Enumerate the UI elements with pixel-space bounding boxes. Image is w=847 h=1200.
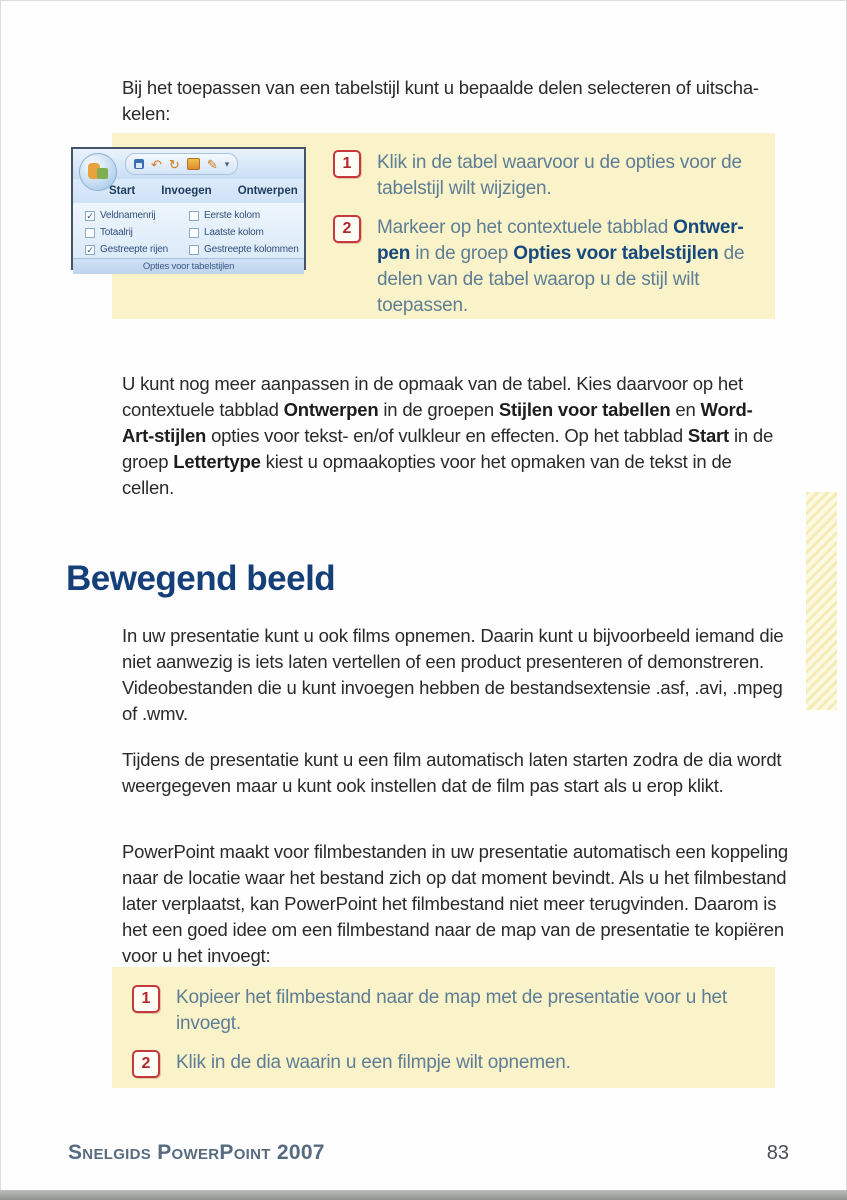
step-item	[333, 150, 753, 202]
page-footer	[68, 1141, 789, 1165]
step-number-badge: 2	[333, 215, 361, 243]
checkbox-icon	[189, 228, 199, 238]
step-number-badge: 1	[333, 150, 361, 178]
undo-icon: ↶	[151, 156, 162, 172]
save-icon	[134, 159, 144, 169]
option-gestreepte-kolommen	[189, 244, 299, 255]
option-laatste-kolom	[189, 227, 299, 238]
option-veldnamenrij	[85, 210, 189, 221]
step-text: Klik in de dia waarin u een filmpje wilt opnemen.	[176, 1052, 571, 1073]
intro-paragraph: Bij het toepassen van een tabelstijl kunt u bepaalde delen selecteren of uitschakelen:	[122, 76, 760, 124]
step-text: Markeer op het contextuele tabblad Ontwerpen in de groep Opties voor tabelstijlen de delen van de tabel waarop u de stijl wilt toepassen.	[377, 217, 745, 316]
checkbox-icon	[85, 245, 95, 255]
option-label: Veldnamenrij	[100, 210, 156, 221]
step-text: Kopieer het filmbestand naar de map met de presentatie voor u het invoegt.	[176, 987, 728, 1034]
body-paragraph-film-3: PowerPoint maakt voor filmbestanden in uw presentatie automatisch een koppeling naar de locatie waar het bestand zich op dat moment bevindt. Als u het filmbestand later verplaatst, kan PowerPoint het filmbestand niet meer terugvinden. Daarom is het een goed idee om een filmbestand naar de map van de presentatie te kopiëren voor u het invoegt:	[122, 840, 789, 966]
group-label: Opties voor tabelstijlen	[73, 258, 304, 274]
option-eerste-kolom	[189, 210, 299, 221]
body-paragraph-film-1: In uw presentatie kunt u ook films opnemen. Daarin kunt u bijvoorbeeld iemand die niet aanwezig is iets laten vertellen of een product presenteren of demonstreren. Videobestanden die u kunt invoegen hebben de bestandsextensie .asf, .avi, .mpeg of .wmv.	[122, 624, 784, 724]
checkbox-icon	[85, 211, 95, 221]
option-label: Gestreepte kolommen	[204, 244, 299, 255]
page-number: 83	[766, 1142, 789, 1164]
checkbox-icon	[85, 228, 95, 238]
tab-ontwerpen: Ontwerpen	[237, 185, 298, 197]
step-item	[132, 985, 744, 1037]
option-gestreepte-rijen	[85, 244, 189, 255]
option-label: Gestreepte rijen	[100, 244, 168, 255]
office-button-icon	[79, 153, 117, 191]
more-commands-icon: ▾	[224, 158, 230, 169]
redo-icon: ↻	[168, 156, 180, 172]
scan-bottom-edge	[0, 1190, 847, 1200]
option-label: Laatste kolom	[204, 227, 264, 238]
quick-access-toolbar	[125, 153, 238, 175]
checkbox-icon	[189, 211, 199, 221]
body-paragraph-film-2: Tijdens de presentatie kunt u een film automatisch laten starten zodra de dia wordt weergegeven maar u kunt ook instellen dat de film pas start als u erop klikt.	[122, 748, 782, 796]
tab-start: Start	[109, 185, 136, 197]
option-totaalrij	[85, 227, 189, 238]
table-style-options-group	[73, 203, 304, 258]
instruction-box-film	[112, 967, 775, 1088]
option-label: Eerste kolom	[204, 210, 260, 221]
ribbon-top-bar	[73, 149, 304, 179]
pen-icon: ✎	[206, 156, 218, 172]
section-heading: Bewegend beeld	[66, 559, 336, 599]
book-title: Snelgids PowerPoint 2007	[68, 1141, 325, 1164]
body-paragraph-table: U kunt nog meer aanpassen in de opmaak van de tabel. Kies daarvoor op het contextuele tabblad Ontwerpen in de groepen Stijlen voor tabellen en Word-Art-stijlen opties voor tekst- en/of vulkleur en effecten. Op het tabblad Start in de groep Lettertype kiest u opmaakopties voor het opmaken van de tekst in de cellen.	[122, 372, 774, 498]
option-label: Totaalrij	[100, 227, 133, 238]
step-item	[132, 1050, 744, 1078]
chapter-side-stripe	[806, 492, 837, 710]
checkbox-icon	[189, 245, 199, 255]
step-number-badge: 2	[132, 1050, 160, 1078]
picture-icon	[187, 158, 200, 170]
tab-invoegen: Invoegen	[161, 185, 212, 197]
ribbon-screenshot	[71, 147, 306, 270]
step-number-badge: 1	[132, 985, 160, 1013]
step-text: Klik in de tabel waarvoor u de opties voor de tabelstijl wilt wijzigen.	[377, 152, 742, 199]
step-item	[333, 215, 753, 319]
